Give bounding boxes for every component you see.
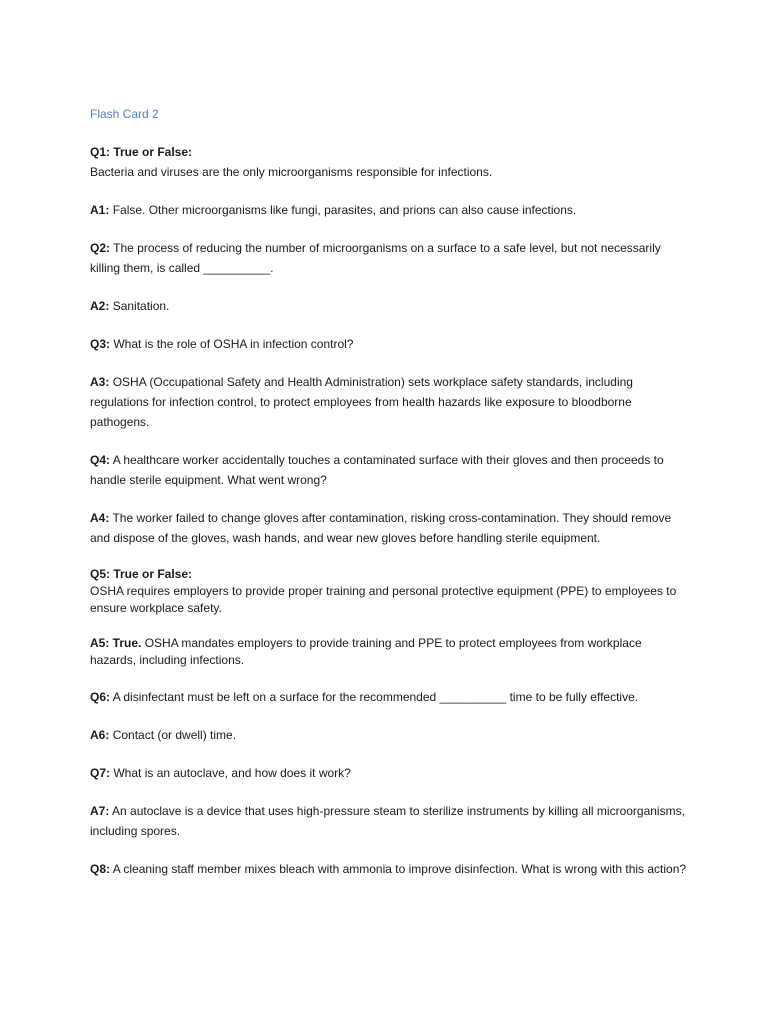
answer-text: False. Other microorganisms like fungi, parasites, and prions can also cause infections. (112, 203, 577, 217)
answer-a1 (90, 200, 690, 220)
answer-label: A7: (90, 804, 110, 818)
question-q8 (90, 859, 690, 879)
answer-a6 (90, 725, 690, 745)
question-text: The process of reducing the number of microorganisms on a surface to a safe level, but not necessarily killing them, is called __________. (90, 241, 661, 275)
answer-text: The worker failed to change gloves after contamination, risking cross-contamination. They should remove and dispose of the gloves, wash hands, and wear new gloves before handling sterile equipment. (90, 511, 672, 545)
document-page (90, 104, 690, 897)
answer-a2 (90, 296, 690, 316)
answer-text: An autoclave is a device that uses high-pressure steam to sterilize instruments by killing all microorganisms, including spores. (90, 804, 685, 838)
question-q7 (90, 763, 690, 783)
question-label: Q3: (90, 337, 111, 351)
answer-label: A1: (90, 203, 110, 217)
answer-a7 (90, 801, 690, 841)
question-label: Q1: True or False: (90, 145, 193, 159)
answer-label: A3: (90, 375, 110, 389)
question-q5 (90, 566, 690, 617)
question-q4 (90, 450, 690, 490)
question-label: Q5: True or False: (90, 567, 193, 581)
question-label: Q6: (90, 690, 111, 704)
answer-label: A6: (90, 728, 110, 742)
question-q1 (90, 142, 690, 182)
answer-a4 (90, 508, 690, 548)
question-text: A disinfectant must be left on a surface for the recommended __________ time to be fully effective. (112, 690, 639, 704)
answer-a3 (90, 372, 690, 432)
question-text: What is an autoclave, and how does it work? (113, 766, 351, 780)
question-text: What is the role of OSHA in infection control? (113, 337, 354, 351)
answer-label: A2: (90, 299, 110, 313)
question-text: OSHA requires employers to provide proper training and personal protective equipment (PPE) to employees to ensure workplace safety. (90, 584, 677, 615)
answer-text: Contact (or dwell) time. (112, 728, 237, 742)
question-label: Q8: (90, 862, 111, 876)
question-q2 (90, 238, 690, 278)
answer-text: OSHA mandates employers to provide training and PPE to protect employees from workplace hazards, including infections. (90, 636, 642, 667)
question-text: Bacteria and viruses are the only microorganisms responsible for infections. (90, 165, 493, 179)
answer-text: OSHA (Occupational Safety and Health Administration) sets workplace safety standards, including regulations for infection control, to protect employees from health hazards like exposure to bloodborne pathogens. (90, 375, 633, 429)
question-text: A healthcare worker accidentally touches a contaminated surface with their gloves and then proceeds to handle sterile equipment. What went wrong? (90, 453, 664, 487)
answer-text: Sanitation. (112, 299, 170, 313)
answer-label: A4: (90, 511, 110, 525)
page-title: Flash Card 2 (90, 107, 159, 121)
answer-label: A5: True. (90, 636, 142, 650)
question-label: Q7: (90, 766, 111, 780)
question-q6 (90, 687, 690, 707)
question-q3 (90, 334, 690, 354)
answer-a5 (90, 635, 690, 669)
question-text: A cleaning staff member mixes bleach with ammonia to improve disinfection. What is wrong with this action? (112, 862, 687, 876)
question-label: Q2: (90, 241, 111, 255)
question-label: Q4: (90, 453, 111, 467)
